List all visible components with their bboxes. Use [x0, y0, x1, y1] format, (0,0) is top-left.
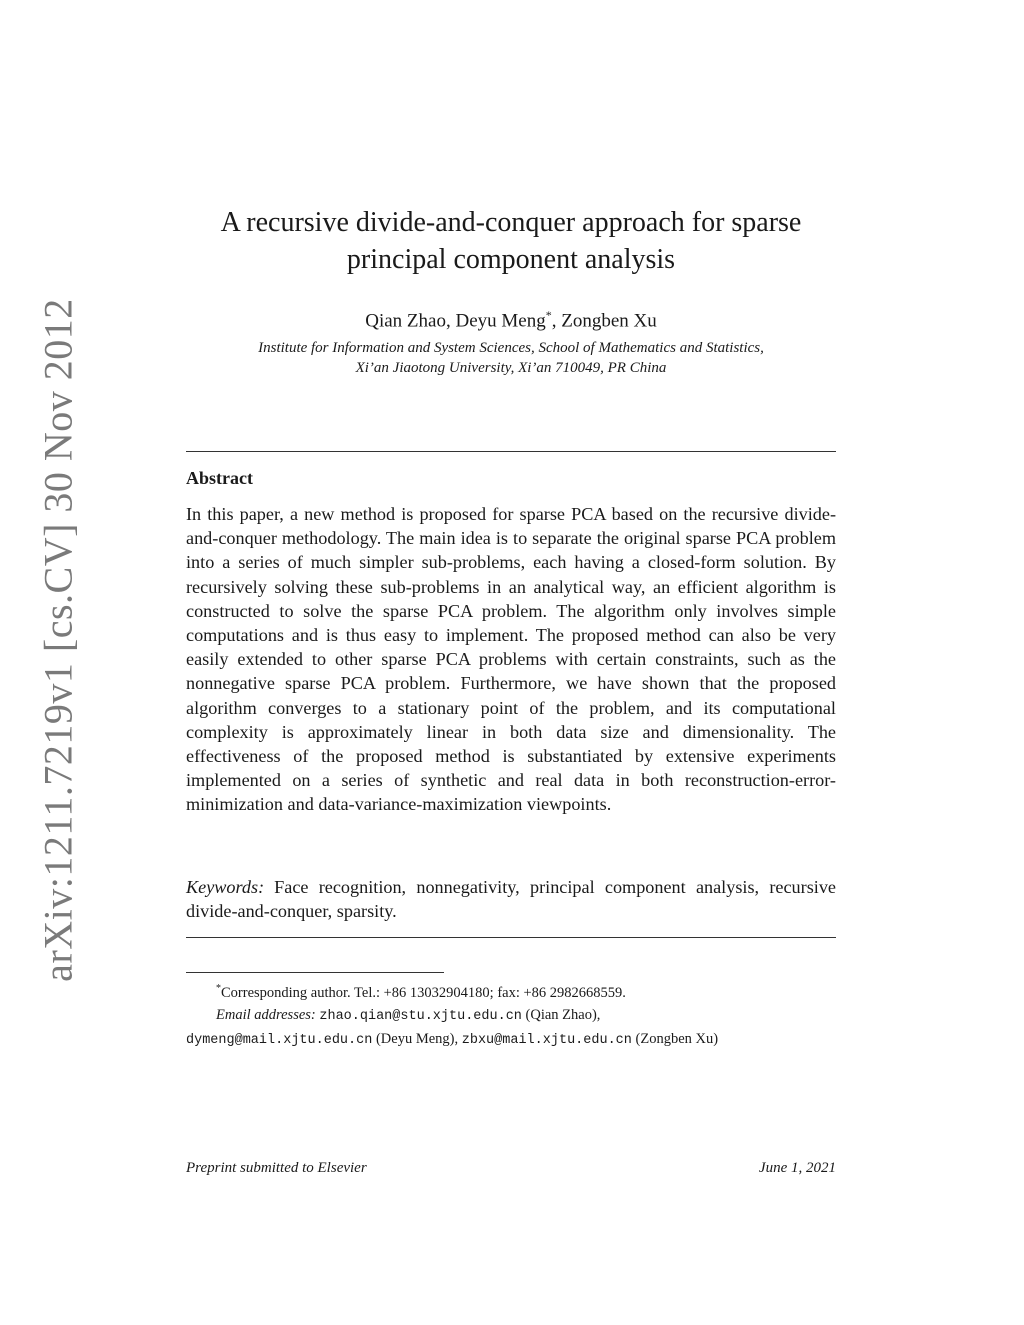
- keywords: [186, 875, 836, 923]
- email-label: Email addresses:: [216, 1006, 316, 1023]
- footnotes: [186, 978, 836, 1052]
- corresponding-text: Corresponding author. Tel.: +86 13032904180; fax: +86 2982668559.: [221, 984, 626, 1001]
- footer-preprint-note: Preprint submitted to Elsevier: [186, 1160, 367, 1176]
- abstract-text: In this paper, a new method is proposed for sparse PCA based on the recursive divide-and-conquer methodology. The main idea is to separate the original sparse PCA problem into a series of much simpler sub-problems, each having a closed-form solution. By recursively solving these sub-problems in an analytical way, an efficient algorithm is constructed to solve the sparse PCA problem. The algorithm only involves simple computations and is thus easy to implement. The proposed method can also be very easily extended to other sparse PCA problems with certain constraints, such as the nonnegative sparse PCA problem. Furthermore, we have shown that the proposed algorithm converges to a stationary point of the problem, and its computational complexity is approximately linear in both data size and dimensionality. The effectiveness of the proposed method is substantiated by extensive experiments implemented on a series of synthetic and real data in both reconstruction-error-minimization and data-variance-maximization viewpoints.: [186, 504, 836, 815]
- corresponding-mark: *: [545, 308, 552, 322]
- footer-date: June 1, 2021: [758, 1160, 836, 1176]
- author-names-rest: , Zongben Xu: [551, 310, 657, 332]
- author-names: Qian Zhao, Deyu Meng: [365, 310, 546, 332]
- affiliation-line-1: Institute for Information and System Sciences, School of Mathematics and Statistics,: [258, 340, 764, 356]
- keywords-text: Face recognition, nonnegativity, principal component analysis, recursive divide-and-conquer, sparsity.: [186, 877, 836, 922]
- arxiv-identifier: arXiv:1211.7219v1 [cs.CV] 30 Nov 2012: [35, 298, 81, 982]
- footnote-rule: [186, 972, 444, 973]
- title-line-2: principal component analysis: [346, 244, 676, 275]
- author-list: [186, 304, 836, 332]
- abstract-heading: Abstract: [186, 468, 253, 488]
- affiliation: [160, 338, 862, 378]
- email-link-zhao[interactable]: zhao.qian@stu.xjtu.edu.cn: [319, 1008, 522, 1024]
- page-footer: [186, 1160, 836, 1177]
- email-footnote: [186, 1004, 836, 1028]
- email-owner-meng: (Deyu Meng),: [372, 1030, 462, 1047]
- keywords-label: Keywords:: [186, 877, 265, 897]
- corresponding-footnote: [186, 978, 836, 1004]
- email-owner-zhao: (Qian Zhao),: [521, 1006, 601, 1023]
- paper-title: [186, 204, 836, 278]
- abstract-bottom-rule: [186, 937, 836, 938]
- email-link-meng[interactable]: dymeng@mail.xjtu.edu.cn: [186, 1032, 373, 1048]
- email-footnote-cont: [186, 1028, 836, 1052]
- email-link-xu[interactable]: zbxu@mail.xjtu.edu.cn: [461, 1032, 632, 1048]
- abstract-top-rule: [186, 451, 836, 452]
- title-line-1: A recursive divide-and-conquer approach for sparse: [220, 207, 802, 238]
- email-owner-xu: (Zongben Xu): [631, 1030, 719, 1047]
- footnote-mark: *: [216, 983, 221, 994]
- affiliation-line-2: Xi’an Jiaotong University, Xi’an 710049, PR China: [355, 360, 667, 376]
